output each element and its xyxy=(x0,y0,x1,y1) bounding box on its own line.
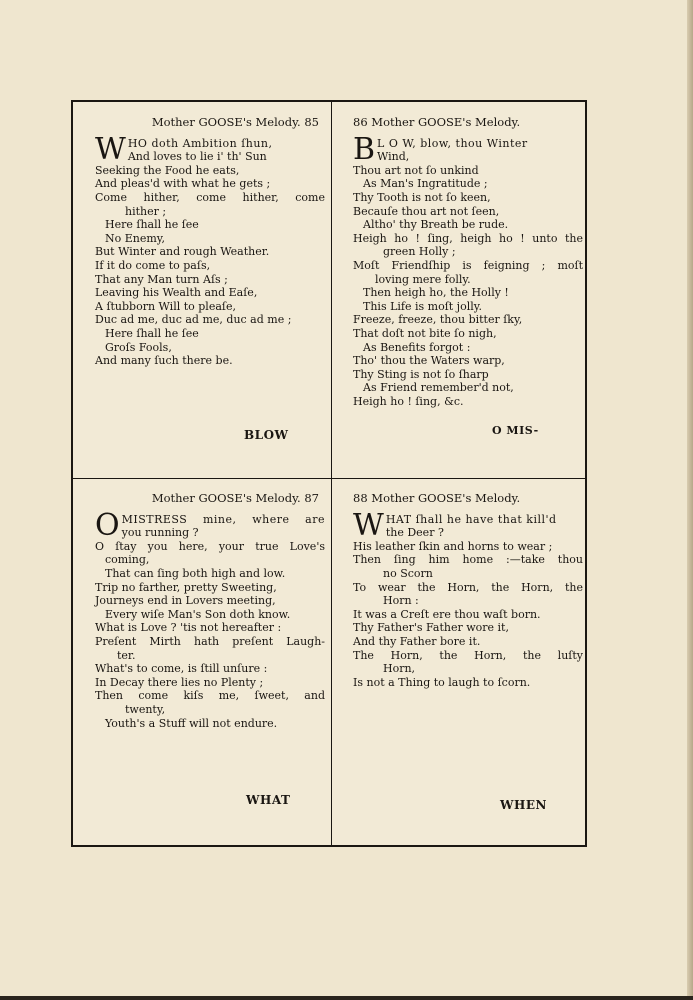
verse-line: Heigh ho ! ſing, &c. xyxy=(353,394,464,408)
verse-line: L O W, blow, thou Winter xyxy=(377,136,528,150)
verse-line: To wear the Horn, the Horn, the xyxy=(353,580,583,594)
verse-line: His leather ſkin and horns to wear ; xyxy=(353,539,553,553)
drop-cap: B xyxy=(353,131,376,167)
verse-line: If it do come to paſs, xyxy=(95,258,211,272)
verse-line: HO doth Ambition ſhun, xyxy=(127,136,273,150)
page-88 xyxy=(353,492,583,689)
verse-line: Thy Tooth is not ſo keen, xyxy=(353,190,491,204)
verse-line: Thou art not ſo unkind xyxy=(353,163,479,177)
catchword: WHEN xyxy=(500,798,547,812)
verse-line: Horn, xyxy=(383,662,416,676)
verse-line: It was a Creſt ere thou waſt born. xyxy=(353,607,541,621)
verse-line: Then come kiſs me, ſweet, and xyxy=(95,689,325,703)
verse-line: green Holly ; xyxy=(383,245,456,259)
verse-line: the Deer ? xyxy=(385,526,444,540)
verse-line: As Benefits forgot : xyxy=(363,340,471,354)
verse-line: coming, xyxy=(105,553,150,567)
running-head: Mother GOOSE's Melody. 87 xyxy=(151,491,319,505)
verse-line: No Enemy, xyxy=(105,231,166,245)
verse-line: hither ; xyxy=(125,204,167,218)
opening-lines xyxy=(353,507,583,543)
verse-line: Then heigh ho, the Holly ! xyxy=(363,286,509,300)
verse-line: What's to come, is ſtill unſure : xyxy=(95,662,268,676)
verse-line: Thy Sting is not ſo ſharp xyxy=(353,367,489,381)
verse-line: you running ? xyxy=(121,526,199,540)
verse-line: Tho' thou the Waters warp, xyxy=(353,354,505,368)
verse-line: Heigh ho ! ſing, heigh ho ! unto the xyxy=(353,231,583,245)
verse-line: The Horn, the Horn, the luſty xyxy=(353,648,583,662)
verse-line: Trip no farther, pretty Sweeting, xyxy=(95,580,277,594)
vertical-divider xyxy=(331,102,332,845)
verse-line: loving mere folly. xyxy=(375,272,471,286)
verse-line: Freeze, freeze, thou bitter ſky, xyxy=(353,313,523,327)
running-head: 86 Mother GOOSE's Melody. xyxy=(353,115,521,129)
verse-line: This Life is moſt jolly. xyxy=(363,299,483,313)
verse-line: Come hither, come hither, come xyxy=(95,190,325,204)
facsimile-sheet xyxy=(71,100,587,847)
page-86 xyxy=(353,116,583,408)
opening-lines xyxy=(353,131,583,167)
catchword: O MIS- xyxy=(492,424,539,437)
page-bottom-edge xyxy=(0,996,693,1000)
running-head: 88 Mother GOOSE's Melody. xyxy=(353,491,521,505)
verse-line: Then ſing him home :—take thou xyxy=(353,553,583,567)
verse-line: MISTRESS mine, where are xyxy=(121,512,325,526)
verse-line: Groſs Fools, xyxy=(105,340,172,354)
verse-line: Is not a Thing to laugh to ſcorn. xyxy=(353,675,531,689)
drop-cap: O xyxy=(95,507,120,543)
verse-line: What is Love ? 'tis not hereafter : xyxy=(95,621,282,635)
verse-line: That any Man turn Aſs ; xyxy=(95,272,228,286)
catchword: BLOW xyxy=(244,428,289,442)
page-edge xyxy=(687,0,693,1000)
verse-line: Here ſhall he ſee xyxy=(105,326,199,340)
catchword: WHAT xyxy=(246,793,291,807)
verse-line: And thy Father bore it. xyxy=(353,634,481,648)
verse-line: Seeking the Food he eats, xyxy=(95,163,240,177)
verse-line: That doſt not bite ſo nigh, xyxy=(353,326,497,340)
page-87 xyxy=(95,492,325,730)
verse-line: In Decay there lies no Plenty ; xyxy=(95,675,264,689)
verse-line: As Friend remember'd not, xyxy=(363,381,514,395)
verse-line: twenty, xyxy=(125,702,166,716)
verse-line: But Winter and rough Weather. xyxy=(95,245,270,259)
verse-line: That can ſing both high and low. xyxy=(105,566,286,580)
verse-line: Youth's a Stuff will not endure. xyxy=(105,716,278,730)
verse-line: Becauſe thou art not ſeen, xyxy=(353,204,500,218)
horizontal-divider xyxy=(73,478,585,479)
verse-line: Journeys end in Lovers meeting, xyxy=(95,594,276,608)
verse-line: And many ſuch there be. xyxy=(95,354,233,368)
verse-line: And pleas'd with what he gets ; xyxy=(95,177,271,191)
running-head: Mother GOOSE's Melody. 85 xyxy=(151,115,319,129)
verse-line: Altho' thy Breath be rude. xyxy=(363,218,509,232)
drop-cap: W xyxy=(353,507,384,543)
verse-line: Every wiſe Man's Son doth know. xyxy=(105,607,291,621)
verse-line: HAT ſhall he have that kill'd xyxy=(385,512,557,526)
opening-lines xyxy=(95,131,325,167)
verse-line: ter. xyxy=(117,648,136,662)
opening-lines xyxy=(95,507,325,543)
verse-line: Leaving his Wealth and Eaſe, xyxy=(95,286,258,300)
verse-line: Horn : xyxy=(383,594,419,608)
verse-line: Duc ad me, duc ad me, duc ad me ; xyxy=(95,313,292,327)
verse-line: no Scorn xyxy=(383,566,433,580)
drop-cap: W xyxy=(95,131,126,167)
verse-line: As Man's Ingratitude ; xyxy=(363,177,488,191)
verse-line: O ſtay you here, your true Love's xyxy=(95,539,325,553)
verse-line: Here ſhall he ſee xyxy=(105,218,199,232)
verse-line: Preſent Mirth hath preſent Laugh- xyxy=(95,634,325,648)
page-85 xyxy=(95,116,325,368)
verse-line: Wind, xyxy=(377,150,410,164)
verse-line: And loves to lie i' th' Sun xyxy=(127,150,267,164)
verse-line: A ſtubborn Will to pleaſe, xyxy=(95,299,236,313)
verse-line: Moſt Friendſhip is feigning ; moſt xyxy=(353,258,583,272)
verse-line: Thy Father's Father wore it, xyxy=(353,621,509,635)
